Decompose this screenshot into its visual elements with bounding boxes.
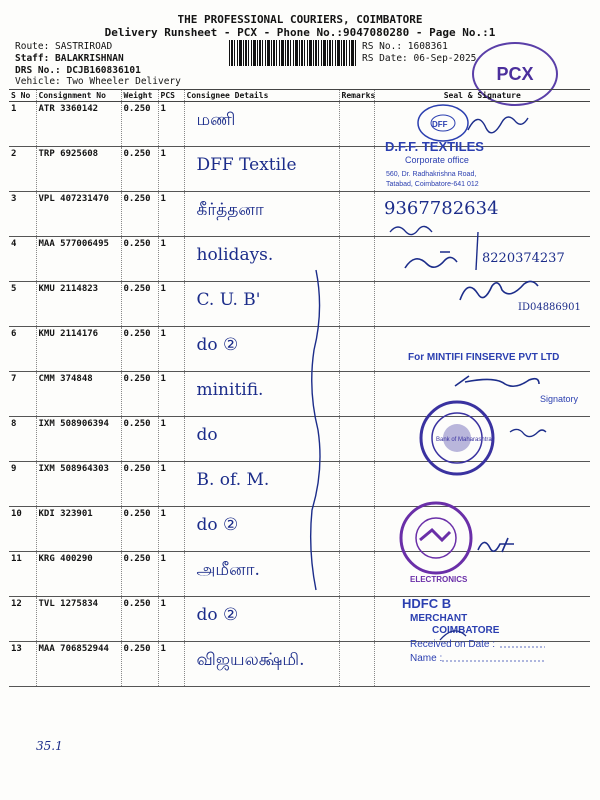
bank-seal-name: Bank of Maharashtra bbox=[436, 437, 492, 443]
row-consignee-cell bbox=[184, 372, 339, 417]
row-weight: 0.250 bbox=[123, 374, 151, 384]
row-seal-signature-cell bbox=[374, 192, 590, 237]
row-seal-signature-cell bbox=[374, 147, 590, 192]
row-sno: 13 bbox=[11, 644, 22, 654]
row-sno: 8 bbox=[11, 419, 17, 429]
row-consignee-cell bbox=[184, 102, 339, 147]
row-sno: 5 bbox=[11, 284, 17, 294]
row-seal-signature-cell bbox=[374, 417, 590, 462]
row-sno: 2 bbox=[11, 149, 17, 159]
row-remarks-cell bbox=[339, 417, 374, 462]
row-remarks-cell bbox=[339, 552, 374, 597]
table-row bbox=[9, 417, 590, 462]
row-consignee-cell bbox=[184, 147, 339, 192]
row-consignee-cell bbox=[184, 327, 339, 372]
row-sno: 6 bbox=[11, 329, 17, 339]
row-consignment-no-cell bbox=[36, 282, 121, 327]
staff-label: Staff: BALAKRISHNAN bbox=[15, 53, 124, 64]
hdfc-seal-name: Name : bbox=[410, 653, 443, 664]
row-pcs: 1 bbox=[160, 104, 166, 114]
row-consignment-no-cell bbox=[36, 327, 121, 372]
row-seal-signature-cell bbox=[374, 597, 590, 642]
table-row bbox=[9, 327, 590, 372]
row-sno: 4 bbox=[11, 239, 17, 249]
table-row bbox=[9, 462, 590, 507]
row-pcs-cell bbox=[158, 417, 184, 462]
row-sno-cell bbox=[9, 417, 36, 462]
table-header-row bbox=[9, 90, 590, 102]
row-pcs-cell bbox=[158, 237, 184, 282]
row-sno-cell bbox=[9, 552, 36, 597]
row-weight-cell bbox=[121, 507, 158, 552]
row-consignee: DFF Textile bbox=[196, 155, 297, 175]
handwritten-phone-1: 9367782634 bbox=[384, 198, 499, 219]
row-sno-cell bbox=[9, 282, 36, 327]
row-consignment-no: IXM 508906394 bbox=[38, 419, 109, 429]
row-consignment-no: KRG 400290 bbox=[38, 554, 93, 564]
row-consignee-cell bbox=[184, 282, 339, 327]
table-row bbox=[9, 192, 590, 237]
dff-seal-line3: Tatabad, Coimbatore-641 012 bbox=[386, 181, 479, 188]
mintifi-seal-line1: Signatory bbox=[540, 394, 579, 404]
row-pcs-cell bbox=[158, 552, 184, 597]
row-consignee: do ② bbox=[196, 515, 239, 535]
row-consignment-no: KDI 323901 bbox=[38, 509, 93, 519]
table-row bbox=[9, 552, 590, 597]
row-seal-signature-cell bbox=[374, 642, 590, 687]
col-pcs: PCS bbox=[158, 90, 184, 102]
row-remarks-cell bbox=[339, 372, 374, 417]
row-seal-signature-cell bbox=[374, 552, 590, 597]
row-weight-cell bbox=[121, 417, 158, 462]
row-sno-cell bbox=[9, 102, 36, 147]
row-remarks-cell bbox=[339, 327, 374, 372]
table-row bbox=[9, 237, 590, 282]
row-consignment-no: CMM 374848 bbox=[38, 374, 93, 384]
row-consignment-no-cell bbox=[36, 642, 121, 687]
row-remarks-cell bbox=[339, 282, 374, 327]
row-weight-cell bbox=[121, 102, 158, 147]
row-weight-cell bbox=[121, 552, 158, 597]
row-pcs-cell bbox=[158, 642, 184, 687]
row-seal-signature-cell bbox=[374, 327, 590, 372]
row-pcs: 1 bbox=[160, 599, 166, 609]
row-weight: 0.250 bbox=[123, 194, 151, 204]
row-pcs-cell bbox=[158, 597, 184, 642]
row-consignee: minitifi. bbox=[196, 380, 264, 400]
row-consignment-no: MAA 577006495 bbox=[38, 239, 109, 249]
handwritten-signature-number: ID04886901 bbox=[518, 302, 581, 313]
rs-date: RS Date: 06-Sep-2025 bbox=[362, 53, 477, 64]
row-weight: 0.250 bbox=[123, 329, 151, 339]
row-consignment-no: KMU 2114823 bbox=[38, 284, 99, 294]
hdfc-seal-line1: MERCHANT bbox=[410, 613, 468, 624]
row-consignment-no-cell bbox=[36, 597, 121, 642]
row-consignment-no: ATR 3360142 bbox=[38, 104, 99, 114]
document-title: THE PROFESSIONAL COURIERS, COIMBATORE bbox=[177, 13, 423, 26]
row-sno-cell bbox=[9, 507, 36, 552]
row-consignee-cell bbox=[184, 192, 339, 237]
row-pcs: 1 bbox=[160, 284, 166, 294]
table-row bbox=[9, 372, 590, 417]
row-weight: 0.250 bbox=[123, 284, 151, 294]
dff-seal-title: D.F.F. TEXTILES bbox=[385, 139, 484, 154]
row-consignee-cell bbox=[184, 552, 339, 597]
row-weight: 0.250 bbox=[123, 644, 151, 654]
row-consignee-cell bbox=[184, 642, 339, 687]
row-pcs: 1 bbox=[160, 644, 166, 654]
hdfc-seal-line2: COIMBATORE bbox=[432, 625, 500, 636]
barcode bbox=[229, 40, 357, 66]
table-row bbox=[9, 507, 590, 552]
col-consignment: Consignment No bbox=[36, 90, 121, 102]
row-consignment-no-cell bbox=[36, 372, 121, 417]
col-remarks: Remarks bbox=[339, 90, 374, 102]
svg-text:DFF: DFF bbox=[432, 120, 448, 129]
col-sno: S No bbox=[9, 90, 36, 102]
row-sno-cell bbox=[9, 327, 36, 372]
row-consignment-no: TRP 6925608 bbox=[38, 149, 99, 159]
dff-seal-line1: Corporate office bbox=[405, 155, 469, 165]
row-pcs-cell bbox=[158, 462, 184, 507]
row-weight: 0.250 bbox=[123, 239, 151, 249]
row-consignee: do ② bbox=[196, 605, 239, 625]
row-weight-cell bbox=[121, 192, 158, 237]
row-weight-cell bbox=[121, 642, 158, 687]
electronics-seal-name: ELECTRONICS bbox=[410, 575, 468, 584]
row-weight-cell bbox=[121, 237, 158, 282]
footer-handwritten-mark: 35.1 bbox=[36, 739, 63, 753]
row-weight-cell bbox=[121, 597, 158, 642]
mintifi-seal-title: For MINTIFI FINSERVE PVT LTD bbox=[408, 352, 560, 363]
row-consignee: கீர்த்தனா bbox=[196, 200, 264, 220]
row-sno-cell bbox=[9, 147, 36, 192]
row-consignee: holidays. bbox=[196, 245, 274, 265]
vehicle-label: Vehicle: Two Wheeler Delivery bbox=[15, 76, 181, 87]
row-pcs: 1 bbox=[160, 464, 166, 474]
row-remarks-cell bbox=[339, 192, 374, 237]
table-row bbox=[9, 597, 590, 642]
row-pcs: 1 bbox=[160, 419, 166, 429]
row-remarks-cell bbox=[339, 102, 374, 147]
row-consignee-cell bbox=[184, 417, 339, 462]
row-sno: 11 bbox=[11, 554, 22, 564]
row-consignee-cell bbox=[184, 597, 339, 642]
row-sno-cell bbox=[9, 462, 36, 507]
row-sno-cell bbox=[9, 192, 36, 237]
row-weight: 0.250 bbox=[123, 599, 151, 609]
row-pcs-cell bbox=[158, 192, 184, 237]
drs-number: DRS No.: DCJB160836101 bbox=[15, 65, 141, 76]
row-consignment-no-cell bbox=[36, 192, 121, 237]
row-consignee: விஜயலக்ஷ்மி. bbox=[196, 650, 305, 670]
row-weight-cell bbox=[121, 282, 158, 327]
row-weight-cell bbox=[121, 372, 158, 417]
row-consignee: மணி bbox=[196, 110, 236, 130]
row-consignment-no: IXM 508964303 bbox=[38, 464, 109, 474]
row-remarks-cell bbox=[339, 462, 374, 507]
col-seal-signature: Seal & Signature bbox=[374, 90, 590, 102]
row-remarks-cell bbox=[339, 237, 374, 282]
row-seal-signature-cell bbox=[374, 462, 590, 507]
row-seal-signature-cell bbox=[374, 237, 590, 282]
row-pcs: 1 bbox=[160, 149, 166, 159]
route-label: Route: SASTRIROAD bbox=[15, 41, 113, 52]
row-weight-cell bbox=[121, 462, 158, 507]
row-pcs-cell bbox=[158, 282, 184, 327]
col-weight: Weight bbox=[121, 90, 158, 102]
row-weight: 0.250 bbox=[123, 419, 151, 429]
row-consignment-no-cell bbox=[36, 507, 121, 552]
row-pcs-cell bbox=[158, 327, 184, 372]
row-sno-cell bbox=[9, 597, 36, 642]
row-weight: 0.250 bbox=[123, 509, 151, 519]
row-pcs-cell bbox=[158, 102, 184, 147]
row-consignee: அமீனா. bbox=[196, 560, 260, 580]
row-consignment-no: KMU 2114176 bbox=[38, 329, 99, 339]
row-pcs: 1 bbox=[160, 239, 166, 249]
row-remarks-cell bbox=[339, 597, 374, 642]
row-consignment-no-cell bbox=[36, 147, 121, 192]
row-sno: 10 bbox=[11, 509, 22, 519]
row-consignee-cell bbox=[184, 462, 339, 507]
row-sno: 12 bbox=[11, 599, 22, 609]
row-remarks-cell bbox=[339, 147, 374, 192]
row-sno: 3 bbox=[11, 194, 17, 204]
row-consignee: do bbox=[196, 425, 218, 445]
row-pcs: 1 bbox=[160, 374, 166, 384]
row-sno-cell bbox=[9, 372, 36, 417]
row-consignment-no-cell bbox=[36, 102, 121, 147]
row-consignment-no-cell bbox=[36, 552, 121, 597]
row-seal-signature-cell bbox=[374, 507, 590, 552]
row-pcs-cell bbox=[158, 372, 184, 417]
dff-seal-line2: 560, Dr. Radhakrishna Road, bbox=[386, 171, 477, 178]
document-subtitle: Delivery Runsheet - PCX - Phone No.:9047080280 - Page No.:1 bbox=[104, 26, 496, 39]
hdfc-seal-title: HDFC B bbox=[402, 596, 452, 611]
row-sno: 9 bbox=[11, 464, 17, 474]
row-consignment-no-cell bbox=[36, 417, 121, 462]
table-row bbox=[9, 642, 590, 687]
row-weight: 0.250 bbox=[123, 149, 151, 159]
row-weight-cell bbox=[121, 327, 158, 372]
row-consignment-no-cell bbox=[36, 237, 121, 282]
row-pcs: 1 bbox=[160, 329, 166, 339]
runsheet-table bbox=[9, 89, 590, 687]
rs-number: RS No.: 1608361 bbox=[362, 41, 448, 52]
row-sno-cell bbox=[9, 642, 36, 687]
row-weight: 0.250 bbox=[123, 104, 151, 114]
table-row bbox=[9, 282, 590, 327]
row-pcs: 1 bbox=[160, 509, 166, 519]
row-remarks-cell bbox=[339, 507, 374, 552]
handwritten-phone-2: 8220374237 bbox=[482, 251, 565, 266]
row-remarks-cell bbox=[339, 642, 374, 687]
row-consignee: C. U. B' bbox=[196, 290, 261, 310]
row-seal-signature-cell bbox=[374, 282, 590, 327]
row-consignee-cell bbox=[184, 507, 339, 552]
table-row bbox=[9, 147, 590, 192]
row-seal-signature-cell bbox=[374, 102, 590, 147]
row-consignment-no-cell bbox=[36, 462, 121, 507]
row-pcs-cell bbox=[158, 507, 184, 552]
pcx-stamp: PCX bbox=[472, 42, 558, 106]
row-consignee: B. of. M. bbox=[196, 470, 270, 490]
row-sno-cell bbox=[9, 237, 36, 282]
row-pcs-cell bbox=[158, 147, 184, 192]
col-consignee: Consignee Details bbox=[184, 90, 339, 102]
row-pcs: 1 bbox=[160, 194, 166, 204]
hdfc-seal-received: Received on Date : bbox=[410, 639, 496, 650]
row-consignment-no: MAA 706852944 bbox=[38, 644, 109, 654]
row-sno: 7 bbox=[11, 374, 17, 384]
table-row bbox=[9, 102, 590, 147]
row-consignment-no: TVL 1275834 bbox=[38, 599, 99, 609]
row-consignment-no: VPL 407231470 bbox=[38, 194, 109, 204]
row-seal-signature-cell bbox=[374, 372, 590, 417]
row-consignee-cell bbox=[184, 237, 339, 282]
row-consignee: do ② bbox=[196, 335, 239, 355]
row-weight: 0.250 bbox=[123, 554, 151, 564]
row-weight: 0.250 bbox=[123, 464, 151, 474]
row-weight-cell bbox=[121, 147, 158, 192]
row-sno: 1 bbox=[11, 104, 17, 114]
row-pcs: 1 bbox=[160, 554, 166, 564]
